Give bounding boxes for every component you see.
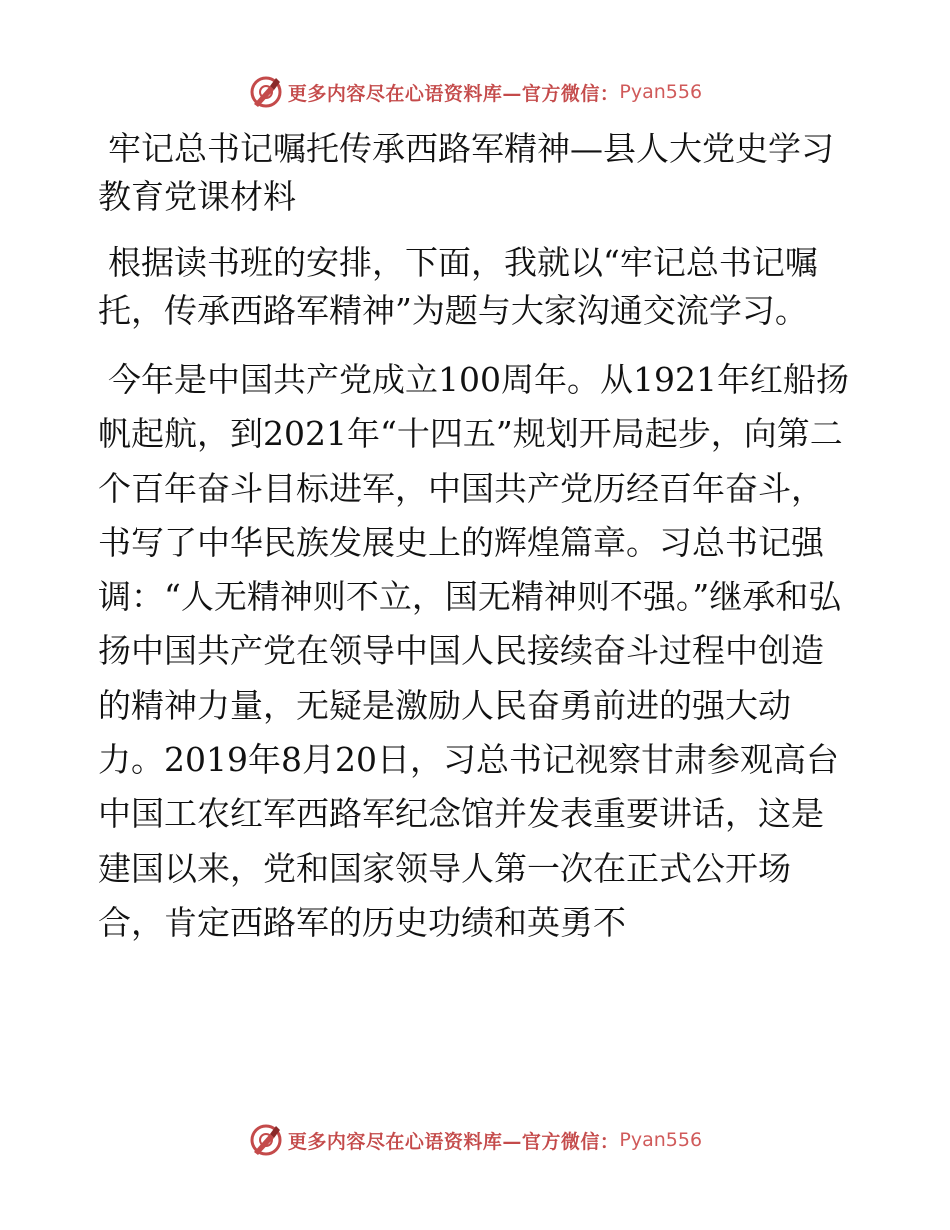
watermark-wechat-id: Pyan556 <box>619 1129 703 1151</box>
document-title: 牢记总书记嘱托传承西路军精神—县人大党史学习教育党课材料 <box>98 129 834 216</box>
document-body <box>98 125 850 968</box>
paragraph-intro: 根据读书班的安排，下面，我就以“牢记总书记嘱托，传承西路军精神”为题与大家沟通交流学习。 <box>98 243 818 330</box>
pen-logo-icon <box>248 74 284 110</box>
watermark-wechat-id: Pyan556 <box>619 81 703 103</box>
paragraph-main: 今年是中国共产党成立100周年。从1921年红船扬帆起航，到2021年“十四五”规划开局起步，向第二个百年奋斗目标进军，中国共产党历经百年奋斗，书写了中华民族发展史上的辉煌篇章。习总书记强调：“人无精神则不立，国无精神则不强。”继承和弘扬中国共产党在领导中国人民接续奋斗过程中创造的精神力量，无疑是激励人民奋勇前进的强大动力。2019年8月20日，习总书记视察甘肃参观高台中国工农红军西路军纪念馆并发表重要讲话，这是建国以来，党和国家领导人第一次在正式公开场合，肯定西路军的历史功绩和英勇不 <box>98 360 849 942</box>
pen-logo-icon <box>248 1122 284 1158</box>
watermark-text: 更多内容尽在心语资料库—官方微信： <box>287 82 620 105</box>
watermark-text: 更多内容尽在心语资料库—官方微信： <box>287 1130 620 1153</box>
header-watermark <box>0 70 950 114</box>
footer-watermark <box>0 1118 950 1162</box>
